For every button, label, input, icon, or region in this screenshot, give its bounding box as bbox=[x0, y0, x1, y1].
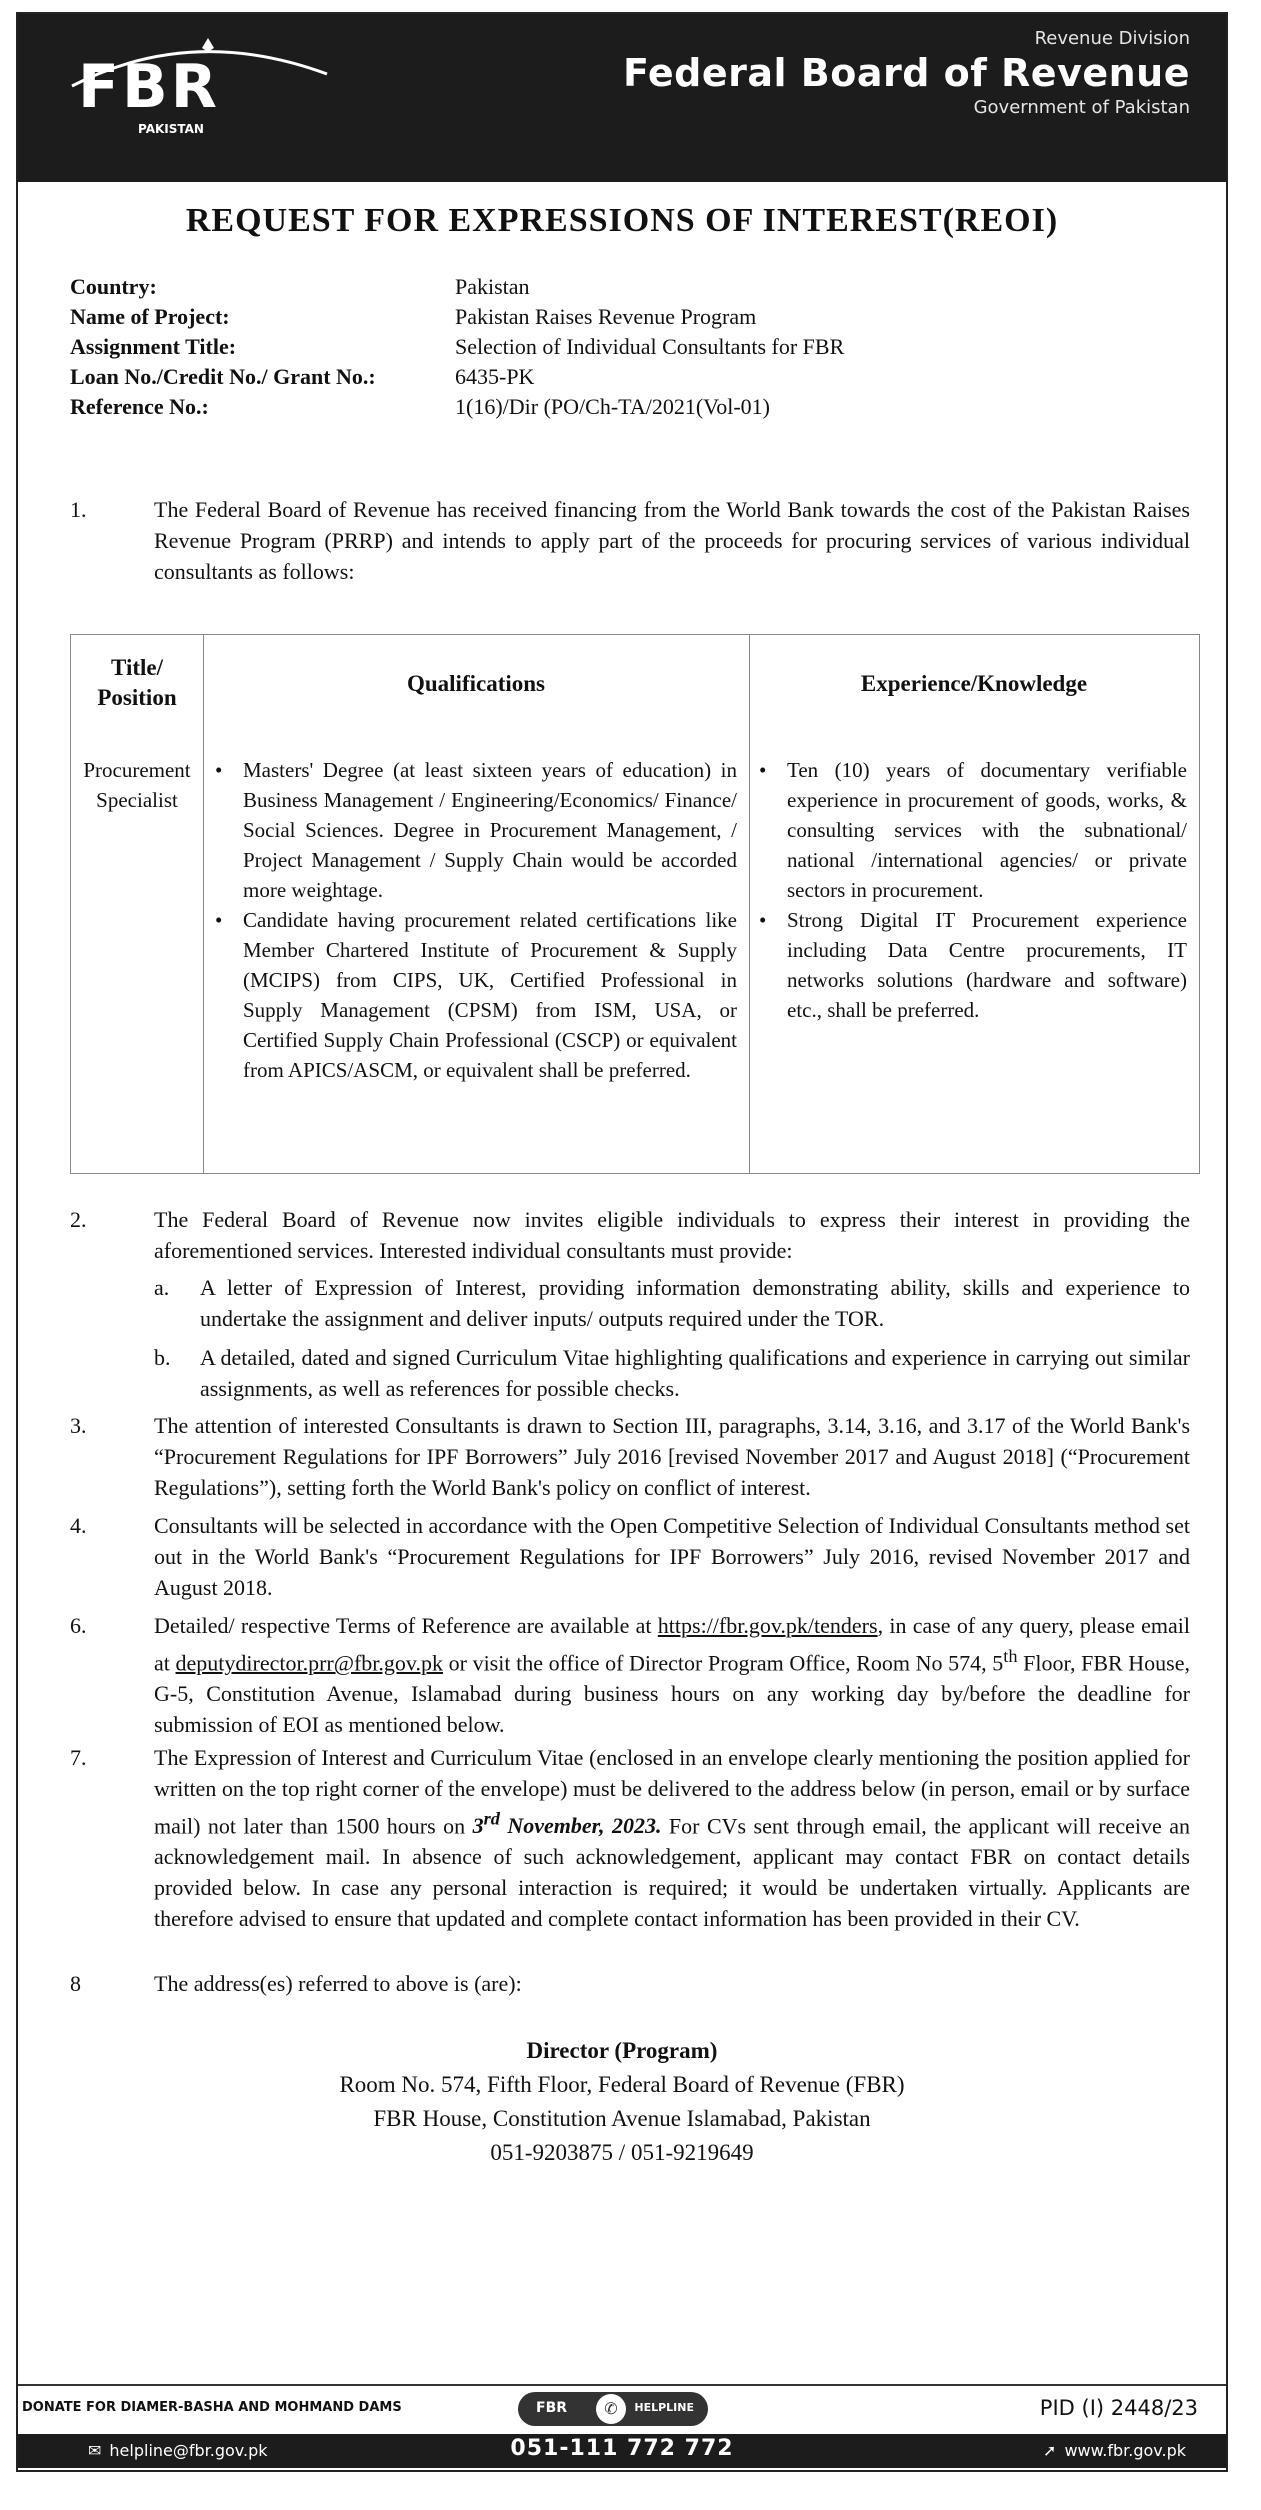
info-label: Name of Project: bbox=[70, 304, 230, 329]
info-value: Pakistan bbox=[455, 274, 530, 299]
paragraph-1 bbox=[70, 494, 1190, 587]
paragraph-number: 2. bbox=[70, 1207, 87, 1232]
phone-icon: ✆ bbox=[596, 2394, 626, 2424]
sub-item-text: A detailed, dated and signed Curriculum Vitae highlighting qualifications and experience in carrying out similar assignments, as well as references for possible checks. bbox=[200, 1345, 1190, 1401]
paragraph-number: 1. bbox=[70, 497, 87, 522]
qualification-text: Masters' Degree (at least sixteen years of education) in Business Management / Engineering/Economics/ Finance/ Social Sciences. Degree in Procurement Management, / Project Management / Supply Chain would be accorded more weightage. bbox=[243, 758, 737, 902]
paragraph-6 bbox=[70, 1610, 1190, 1740]
paragraph-3 bbox=[70, 1410, 1190, 1503]
experience-text: Strong Digital IT Procurement experience including Data Centre procurements, IT networks solutions (hardware and software) etc., shall be preferred. bbox=[787, 908, 1187, 1022]
position-cell: Procurement Specialist bbox=[83, 758, 191, 812]
paragraph-number: 4. bbox=[70, 1513, 87, 1538]
email-link[interactable]: deputydirector.prr@fbr.gov.pk bbox=[175, 1650, 443, 1676]
bullet-icon: • bbox=[215, 758, 223, 782]
qualifications-cell bbox=[213, 755, 737, 1085]
paragraph-text: The address(es) referred to above is (are): bbox=[154, 1971, 522, 1996]
organization-name: Federal Board of Revenue bbox=[622, 51, 1190, 95]
footer-phone: 051-111 772 772 bbox=[510, 2436, 734, 2461]
positions-table bbox=[70, 634, 1200, 1174]
info-row bbox=[70, 302, 844, 332]
info-value: Pakistan Raises Revenue Program bbox=[455, 304, 757, 329]
info-label: Assignment Title: bbox=[70, 334, 237, 359]
paragraph-number: 6. bbox=[70, 1613, 87, 1638]
info-row bbox=[70, 392, 844, 422]
paragraph-8 bbox=[70, 1968, 1190, 1999]
footer bbox=[18, 2384, 1226, 2470]
info-row bbox=[70, 362, 844, 392]
superscript: th bbox=[1003, 1646, 1018, 1666]
paragraph-2 bbox=[70, 1204, 1190, 1266]
qualification-text: Candidate having procurement related certifications like Member Chartered Institute of Procurement & Supply (MCIPS) from CIPS, UK, Certified Professional in Supply Management (CPSM) from ISM, USA, or Certified Supply Chain Professional (CSCP) or equivalent from APICS/ASCM, or equivalent shall be preferred. bbox=[243, 908, 737, 1082]
page-title: REQUEST FOR EXPRESSIONS OF INTEREST(REOI) bbox=[185, 202, 1059, 239]
header-title-position: Title/ Position bbox=[97, 655, 177, 710]
division-name: Revenue Division bbox=[1034, 28, 1190, 49]
helpline-tag: HELPLINE bbox=[634, 2401, 694, 2414]
paragraph-text: The Federal Board of Revenue has received financing from the World Bank towards the cost of the Pakistan Raises Revenue Program (PRRP) and intends to apply part of the proceeds for procuring services of various individual consultants as follows: bbox=[154, 497, 1190, 584]
experience-item bbox=[757, 755, 1187, 905]
experience-cell bbox=[757, 755, 1187, 1025]
footer-website-text: www.fbr.gov.pk bbox=[1064, 2441, 1186, 2460]
address-phone: 051-9203875 / 051-9219649 bbox=[490, 2140, 754, 2165]
address-title: Director (Program) bbox=[526, 2038, 718, 2063]
contact-bar bbox=[18, 2434, 1226, 2468]
helpline-logo bbox=[518, 2392, 708, 2426]
header-experience: Experience/Knowledge bbox=[860, 671, 1088, 696]
mail-icon: ✉ bbox=[88, 2441, 102, 2460]
header-right bbox=[623, 28, 1190, 118]
text-segment: Detailed/ respective Terms of Reference are available at bbox=[154, 1613, 658, 1638]
bullet-icon: • bbox=[215, 908, 223, 932]
deadline-date bbox=[472, 1809, 662, 1839]
footer-email-text: helpline@fbr.gov.pk bbox=[109, 2441, 268, 2460]
deadline-rest: November, 2023. bbox=[499, 1813, 662, 1839]
text-segment: , in case of any query, please email at bbox=[154, 1613, 1190, 1676]
bullet-icon: • bbox=[759, 758, 767, 782]
header-banner bbox=[18, 14, 1226, 182]
address-line: FBR House, Constitution Avenue Islamabad, Pakistan bbox=[373, 2106, 871, 2131]
paragraph-text: The Federal Board of Revenue now invites eligible individuals to express their interest in providing the aforementioned services. Interested individual consultants must provide: bbox=[154, 1207, 1190, 1263]
logo-subtitle: PAKISTAN bbox=[138, 122, 204, 136]
header-qualifications: Qualifications bbox=[406, 671, 545, 696]
info-label: Country: bbox=[70, 274, 157, 299]
text-segment: or visit the office of Director Program Office, Room No 574, 5 bbox=[443, 1650, 1004, 1676]
column-divider bbox=[203, 635, 204, 1173]
paragraph-number: 7. bbox=[70, 1745, 87, 1770]
paragraph-text bbox=[154, 1742, 1190, 1934]
info-label: Reference No.: bbox=[70, 394, 209, 419]
info-row bbox=[70, 332, 844, 362]
bullet-icon: • bbox=[759, 908, 767, 932]
info-value: 1(16)/Dir (PO/Ch-TA/2021(Vol-01) bbox=[455, 394, 770, 419]
logo-text: FBR bbox=[78, 52, 220, 122]
government-name: Government of Pakistan bbox=[973, 97, 1190, 118]
cursor-icon: ➚ bbox=[1043, 2441, 1057, 2460]
sub-item-letter: b. bbox=[154, 1345, 171, 1370]
paragraph-text: Consultants will be selected in accordance with the Open Competitive Selection of Individual Consultants method set out in the World Bank's “Procurement Regulations for IPF Borrowers” July 2016, revised November 2017 and August 2018. bbox=[154, 1513, 1190, 1600]
paragraph-4 bbox=[70, 1510, 1190, 1603]
paragraph-2a bbox=[154, 1272, 1190, 1334]
footer-website[interactable] bbox=[1043, 2441, 1186, 2460]
paragraph-text: The attention of interested Consultants is drawn to Section III, paragraphs, 3.14, 3.16, and 3.17 of the World Bank's “Procurement Regulations for IPF Borrowers” July 2016 [revised November 2017 and August 2018] (“Procurement Regulations”), setting forth the World Bank's policy on conflict of interest. bbox=[154, 1413, 1190, 1500]
tenders-link[interactable]: https://fbr.gov.pk/tenders bbox=[657, 1613, 878, 1638]
qualification-item bbox=[213, 905, 737, 1085]
address-block bbox=[18, 2034, 1226, 2170]
pid-number: PID (I) 2448/23 bbox=[1039, 2396, 1198, 2420]
sub-item-text: A letter of Expression of Interest, providing information demonstrating ability, skills and experience to undertake the assignment and deliver inputs/ outputs required under the TOR. bbox=[200, 1275, 1190, 1331]
text-segment: Floor, FBR House, G-5, Constitution Avenue, Islamabad during business hours on any working day by/before the deadline for submission of EOI as mentioned below. bbox=[154, 1650, 1190, 1738]
text-segment: The Expression of Interest and Curriculum Vitae (enclosed in an envelope clearly mentioning the position applied for written on the top right corner of the envelope) must be delivered to the address below (in person, email or by surface mail) not later than 1500 hours on bbox=[154, 1745, 1190, 1839]
info-value: Selection of Individual Consultants for FBR bbox=[455, 334, 845, 359]
info-row bbox=[70, 272, 844, 302]
paragraph-7 bbox=[70, 1742, 1190, 1934]
superscript: rd bbox=[483, 1809, 500, 1829]
text-segment: For CVs sent through email, the applicant will receive an acknowledgement mail. In absence of such acknowledgement, applicant may contact FBR on contact details provided below. In case any personal interaction is required; it would be undertaken virtually. Applicants are therefore advised to ensure that updated and complete contact information has been provided in their CV. bbox=[154, 1813, 1190, 1932]
paragraph-text bbox=[154, 1610, 1190, 1740]
deadline-day: 3 bbox=[472, 1813, 484, 1839]
experience-item bbox=[757, 905, 1187, 1025]
helpline-logo-text: FBR bbox=[536, 2400, 568, 2416]
paragraph-number: 3. bbox=[70, 1413, 87, 1438]
experience-text: Ten (10) years of documentary verifiable experience in procurement of goods, works, & consulting services with the subnational/ national /international agencies/ or private sectors in procurement. bbox=[787, 758, 1187, 902]
column-divider bbox=[749, 635, 750, 1173]
qualification-item bbox=[213, 755, 737, 905]
paragraph-number: 8 bbox=[70, 1971, 81, 1996]
donate-text: DONATE FOR DIAMER-BASHA AND MOHMAND DAMS bbox=[22, 2400, 402, 2415]
paragraph-2b bbox=[154, 1342, 1190, 1404]
project-info bbox=[70, 272, 844, 422]
address-line: Room No. 574, Fifth Floor, Federal Board of Revenue (FBR) bbox=[339, 2072, 905, 2097]
advertisement-page bbox=[16, 12, 1228, 2472]
sub-item-letter: a. bbox=[154, 1275, 170, 1300]
info-label: Loan No./Credit No./ Grant No.: bbox=[70, 364, 376, 389]
info-value: 6435-PK bbox=[455, 364, 535, 389]
